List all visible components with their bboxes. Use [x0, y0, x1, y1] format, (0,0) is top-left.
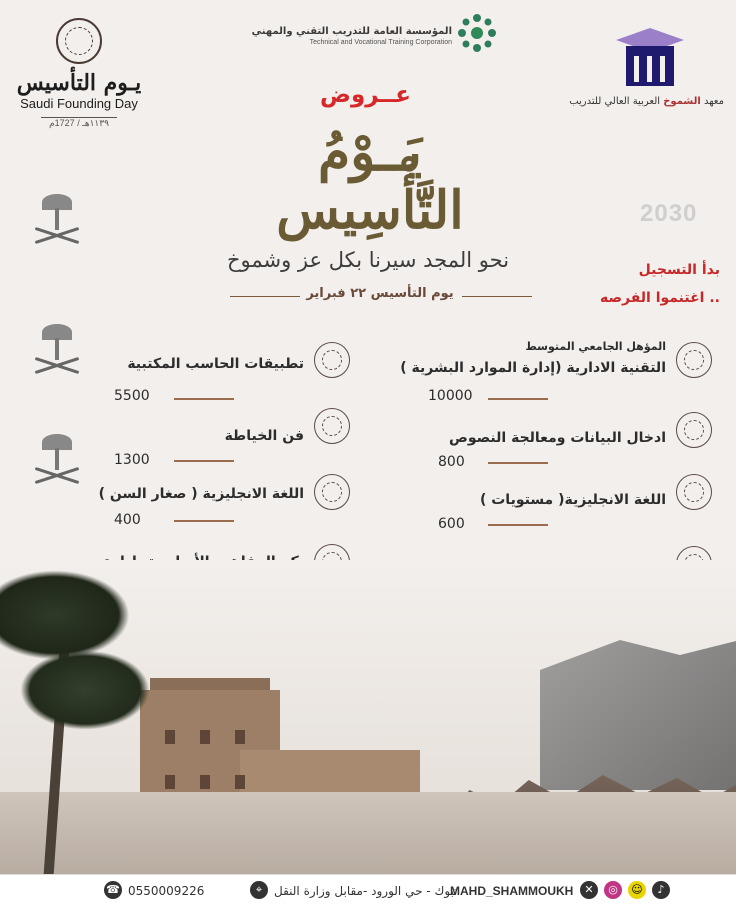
founding-date: يوم التأسيس ٢٢ فبراير	[306, 286, 454, 301]
course-price: 600	[438, 516, 465, 532]
price-underline	[174, 520, 234, 522]
tiktok-icon[interactable]: ♪	[652, 881, 670, 899]
seal-icon	[314, 474, 350, 510]
founding-day-logo	[14, 18, 144, 130]
divider	[230, 296, 300, 297]
course-item	[50, 342, 350, 402]
instagram-icon[interactable]: ◎	[604, 881, 622, 899]
seal-icon	[314, 408, 350, 444]
price-underline	[488, 462, 548, 464]
phone-icon: ☎	[104, 881, 122, 899]
registration-cta: اغتنموا الفرصه ..	[599, 290, 720, 306]
course-item	[50, 474, 350, 534]
snapchat-icon[interactable]: ☺	[628, 881, 646, 899]
course-name: تطبيقات الحاسب المكتبية	[127, 356, 304, 372]
title-line1: يَــوْمُ	[318, 122, 422, 183]
divider	[462, 296, 532, 297]
founding-day-dates: ١١٣٩هـ / 1727م	[41, 117, 117, 129]
founding-day-seal-icon	[56, 18, 102, 64]
tvtc-name-ar: المؤسسة العامة للتدريب التقني والمهني	[251, 26, 452, 37]
founding-day-ar: يـوم التأسيس	[16, 70, 142, 96]
vision-2030-watermark: 2030	[640, 200, 698, 227]
course-name: فن الخياطة	[224, 428, 304, 444]
price-underline	[488, 398, 548, 400]
course-price: 800	[438, 454, 465, 470]
seal-icon	[314, 342, 350, 378]
location-pin-icon: ⌖	[250, 881, 268, 899]
institute-cube-icon	[614, 26, 686, 88]
institute-name: معهد الشموخ العربية العالي للتدريب	[569, 96, 724, 107]
slogan: نحو المجد سيرنا بكل عز وشموخ	[226, 248, 510, 272]
founding-day-en: Saudi Founding Day	[20, 96, 138, 111]
course-price: 400	[114, 512, 141, 528]
footer-phone[interactable]: 0550009226	[128, 884, 205, 898]
institute-logo	[569, 26, 732, 116]
registration-open: بدأ التسجيل	[638, 262, 720, 278]
offers-label: عــروض	[320, 82, 411, 108]
footer-address: تبوك - حي الورود -مقابل وزارة النقل	[274, 884, 458, 898]
heritage-scene	[0, 560, 736, 882]
tvtc-logo	[251, 12, 498, 52]
course-item	[400, 340, 712, 404]
price-underline	[488, 524, 548, 526]
title-line2: التَّأْسِيس	[276, 180, 464, 241]
course-price: 10000	[428, 388, 473, 404]
course-price: 1300	[114, 452, 150, 468]
tvtc-star-icon	[456, 12, 498, 54]
price-underline	[174, 460, 234, 462]
tvtc-name-en: Technical and Vocational Training Corporation	[309, 39, 452, 46]
course-subtitle: المؤهل الجامعي المتوسط	[525, 340, 666, 353]
course-name: التقنية الادارية (إدارة الموارد البشرية )	[400, 360, 666, 376]
course-item	[412, 474, 712, 534]
price-underline	[174, 398, 234, 400]
course-price: 5500	[114, 388, 150, 404]
course-item	[412, 412, 712, 472]
footer-bar	[0, 874, 736, 909]
course-name: اللغة الانجليزية ( صغار السن )	[98, 486, 304, 502]
seal-icon	[676, 474, 712, 510]
course-item	[50, 408, 350, 468]
footer-handle[interactable]: MAHD_SHAMMOUKH	[450, 884, 574, 898]
course-name: اللغة الانجليزية( مستويات )	[479, 492, 666, 508]
seal-icon	[676, 342, 712, 378]
palm-swords-emblem-icon	[30, 190, 84, 250]
x-twitter-icon[interactable]: ✕	[580, 881, 598, 899]
course-name: ادخال البيانات ومعالجة النصوص	[449, 430, 666, 446]
flags-illustration	[540, 640, 736, 790]
seal-icon	[676, 412, 712, 448]
